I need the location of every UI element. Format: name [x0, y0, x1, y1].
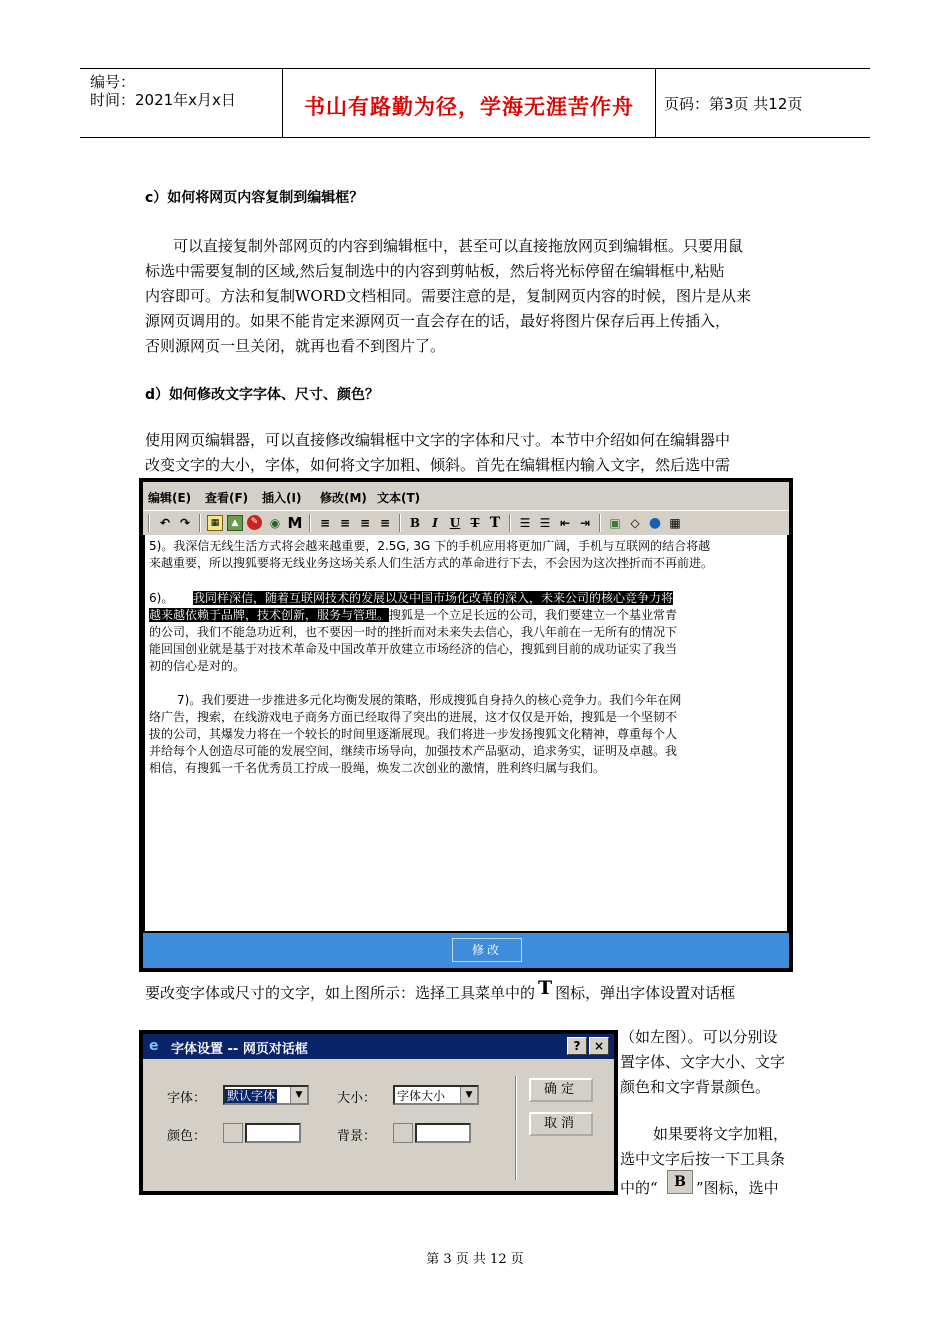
editor-line-14: 相信，有搜狐一千名优秀员工拧成一股绳，焕发二次创业的激情，胜利终归属与我们。 [149, 761, 606, 775]
dialog-title: 字体设置 -- 网页对话框 [171, 1042, 308, 1057]
doc-number-label: 编号： [90, 73, 136, 91]
section-d-line-3-post: 图标，弹出字体设置对话框 [555, 984, 736, 1002]
image-icon[interactable]: ▲ [227, 515, 243, 531]
source-code-icon[interactable]: ◇ [630, 516, 640, 530]
section-c-line-5: 否则源网页一旦关闭，就再也看不到图片了。 [145, 337, 446, 355]
globe-icon[interactable]: ● [648, 515, 662, 531]
motto-text: 书山有路勤为径，学海无涯苦作舟 [304, 94, 634, 119]
media-icon[interactable]: ◉ [269, 516, 281, 530]
bold-para-line-3-post: ”图标，选中 [696, 1179, 779, 1197]
underline-icon[interactable]: U [449, 516, 461, 530]
ie-icon: e [149, 1038, 159, 1054]
font-label: 字体： [167, 1091, 207, 1106]
editor-line-4: 6)。 我同样深信，随着互联网技术的发展以及中国市场化改革的深入，未来公司的核心竞争力将 [149, 591, 674, 605]
align-right-icon[interactable]: ≡ [379, 516, 391, 530]
dialog-title-bar [143, 1034, 614, 1059]
right-col-line-1: （如左图）。可以分别设 [620, 1028, 778, 1046]
strikethrough-icon[interactable]: T [470, 516, 480, 530]
indent-icon[interactable]: ⇥ [579, 516, 591, 530]
editor-toolbar [143, 510, 789, 535]
bold-para-line-2: 选中文字后按一下工具条 [620, 1150, 786, 1168]
editor-line-8: 初的信心是对的。 [149, 659, 246, 673]
close-button[interactable]: × [589, 1037, 609, 1055]
right-col-line-2: 置字体、文字大小、文字 [620, 1053, 786, 1071]
right-col-line-3: 颜色和文字背景颜色。 [620, 1078, 771, 1096]
section-d-line-2: 改变文字的大小，字体，如何将文字加粗、倾斜。首先在编辑框内输入文字，然后选中需 [145, 456, 731, 474]
align-justify-icon[interactable]: ≡ [319, 516, 331, 530]
header-right-cell [656, 69, 870, 137]
align-center-icon[interactable]: ≡ [359, 516, 371, 530]
calculator-icon[interactable]: ▦ [669, 516, 681, 530]
menu-text[interactable]: 文本(T) [377, 491, 421, 505]
font-dialog [143, 1034, 614, 1191]
help-button[interactable]: ? [567, 1037, 587, 1055]
insert-object-icon[interactable]: ▣ [609, 516, 621, 530]
bold-b-icon: B [667, 1170, 693, 1194]
menu-modify[interactable]: 修改(M) [320, 491, 367, 505]
bg-color-picker-button[interactable] [393, 1123, 413, 1143]
section-c-line-4: 源网页调用的。如果不能肯定来源网页一直会存在的话，最好将图片保存后再上传插入， [145, 312, 731, 330]
editor-menu-bar [143, 482, 789, 510]
color-input[interactable] [245, 1123, 301, 1143]
chevron-down-icon: ▼ [290, 1087, 307, 1103]
font-settings-icon[interactable]: T [489, 515, 501, 531]
editor-line-13: 并给每个人创造尽可能的发展空间，继续市场导向，加强技术产品驱动，追求务实，证明及卓越。我 [149, 744, 678, 758]
bold-para-line-3-pre: 中的“ [620, 1179, 658, 1197]
section-c-line-2: 标选中需要复制的区域,然后复制选中的内容到剪帖板，然后将光标停留在编辑框中,粘贴 [145, 262, 725, 280]
undo-icon[interactable]: ↶ [159, 516, 171, 530]
editor-line-6: 的公司，我们不能急功近利，也不要因一时的挫折而对未来失去信心，我八年前在一无所有的情况下 [149, 625, 678, 639]
header-center-cell [283, 69, 656, 137]
color-label: 颜色： [167, 1129, 207, 1144]
flash-icon[interactable]: ✎ [247, 515, 262, 530]
bold-para-line-1: 如果要将文字加粗， [653, 1125, 789, 1143]
section-c-line-1: 可以直接复制外部网页的内容到编辑框中，甚至可以直接拖放网页到编辑框。只要用鼠 [173, 237, 744, 255]
editor-screenshot [139, 478, 793, 972]
editor-line-5-rest: 搜狐是一个立足长远的公司，我们要建立一个基业常青 [389, 608, 678, 622]
dialog-divider [515, 1076, 517, 1180]
page-footer: 第 3 页 共 12 页 [426, 1252, 524, 1267]
align-left-icon[interactable]: ≡ [339, 516, 351, 530]
section-c-line-3: 内容即可。方法和复制WORD文档相同。需要注意的是，复制网页内容的时候，图片是从来 [145, 287, 752, 305]
section-c-heading: c）如何将网页内容复制到编辑框？ [145, 190, 364, 206]
editor-line-12: 拔的公司，其爆发力将在一个较长的时间里逐渐展现。我们将进一步发扬搜狐文化精神，尊重每个人 [149, 727, 678, 741]
outdent-icon[interactable]: ⇤ [559, 516, 571, 530]
background-label: 背景： [337, 1129, 377, 1144]
editor-line-1: 5)。我深信无线生活方式将会越来越重要，2.5G, 3G 下的手机应用将更加广阔，手机与互联网的结合将越 [149, 539, 711, 553]
ok-button[interactable]: 确定 [529, 1078, 593, 1102]
editor-content-area[interactable] [145, 535, 787, 931]
size-select-value: 字体大小 [397, 1089, 446, 1103]
font-dialog-screenshot [139, 1030, 618, 1195]
menu-edit[interactable]: 编辑(E) [148, 491, 192, 505]
highlighted-text-2: 越来越依赖于品牌，技术创新，服务与管理。 [149, 608, 390, 622]
m-icon[interactable]: M [287, 514, 303, 532]
doc-time-label: 时间：2021年x月x日 [90, 91, 236, 109]
unordered-list-icon[interactable]: ☰ [539, 516, 551, 530]
section-d-line-3 [145, 977, 736, 1006]
italic-icon[interactable]: I [432, 516, 438, 530]
font-settings-t-icon: T [538, 977, 553, 999]
page-info: 页码：第3页 共12页 [664, 95, 803, 113]
editor-line-2: 来越重要，所以搜狐要将无线业务这场关系人们生活方式的革命进行下去，不会因为这次挫折而不再前进。 [149, 556, 714, 570]
size-select[interactable] [393, 1085, 479, 1105]
font-select[interactable] [223, 1085, 309, 1105]
bold-icon[interactable]: B [409, 516, 421, 530]
editor-line-10: 7)。我们要进一步推进多元化均衡发展的策略，形成搜狐自身持久的核心竞争力。我们今年在网 [177, 693, 682, 707]
editor-line-5 [149, 607, 677, 624]
chevron-down-icon: ▼ [460, 1087, 477, 1103]
section-d-heading: d）如何修改文字字体、尺寸、颜色？ [145, 387, 380, 403]
table-icon[interactable]: ▦ [207, 515, 223, 531]
color-picker-button[interactable] [223, 1123, 243, 1143]
size-label: 大小： [337, 1091, 377, 1106]
font-select-value: 默认字体 [227, 1089, 276, 1103]
section-d-line-1: 使用网页编辑器，可以直接修改编辑框中文字的字体和尺寸。本节中介绍如何在编辑器中 [145, 431, 731, 449]
cancel-button[interactable]: 取消 [529, 1112, 593, 1136]
modify-button[interactable]: 修改 [452, 938, 522, 962]
header-left-cell [80, 69, 283, 137]
ordered-list-icon[interactable]: ☰ [519, 516, 531, 530]
redo-icon[interactable]: ↷ [179, 516, 191, 530]
editor-line-7: 能回国创业就是基于对技术革命及中国改革开放建立市场经济的信心，搜狐到目前的成功证实了我当 [149, 642, 678, 656]
menu-view[interactable]: 查看(F) [205, 491, 249, 505]
highlighted-text-1: 我同样深信，随着互联网技术的发展以及中国市场化改革的深入，未来公司的核心竞争力将 [193, 591, 674, 605]
editor-line-11: 络广告，搜索，在线游戏电子商务方面已经取得了突出的进展，这才仅仅是开始，搜狐是一个坚韧不 [149, 710, 678, 724]
section-d-line-3-pre: 要改变字体或尺寸的文字，如上图所示：选择工具菜单中的 [145, 984, 536, 1002]
page-header [80, 68, 870, 138]
bg-color-input[interactable] [415, 1123, 471, 1143]
menu-insert[interactable]: 插入(I) [262, 491, 302, 505]
editor-bottom-bar [143, 933, 789, 968]
